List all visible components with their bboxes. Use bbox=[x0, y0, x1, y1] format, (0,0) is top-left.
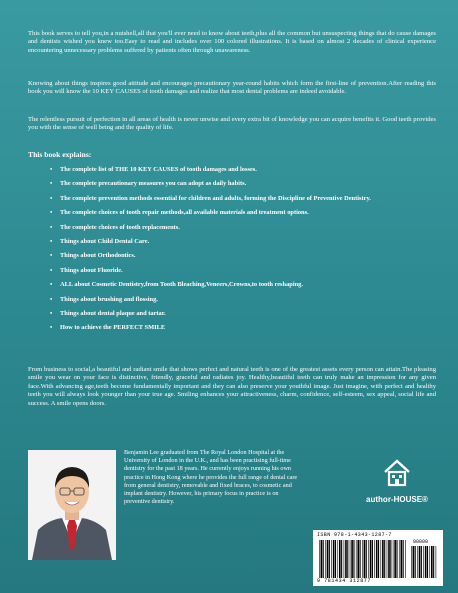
list-item-text: The complete precautionary measures you can adopt as daily habits. bbox=[60, 180, 247, 188]
closing-paragraph: From business to social,a beautiful and radiant smile that shows perfect and natural teeth is one of the greatest assets every person can attain.The pleasing smile you wear on your face is distinctive, friendly, graceful and radiates joy. Healthy,beautiful teeth can truly make an impression for any given face.With advancing age,teeth become fundamentally important and they can also preserve your youthful image. Just imagine, with perfect and healthy teeth you will always look younger than your true age. Smiling enhances your attractiveness, charm, confidence, self-esteem, sex appeal, social life and success. A smile opens doors. bbox=[28, 366, 436, 407]
list-item bbox=[30, 252, 430, 260]
list-item bbox=[30, 310, 430, 318]
bullet-icon: • bbox=[50, 223, 53, 231]
list-item-text: Things about brushing and flossing. bbox=[60, 295, 158, 303]
list-item-text: ALL about Cosmetic Dentistry,from Tooth Bleaching,Veneers,Crowns,to tooth reshaping. bbox=[60, 281, 303, 289]
list-item bbox=[30, 166, 430, 174]
author-photo bbox=[28, 450, 116, 560]
barcode-number: 9 781434 312877 bbox=[317, 578, 372, 584]
explains-heading: This book explains: bbox=[28, 150, 92, 159]
list-item bbox=[30, 209, 430, 217]
bullet-icon: • bbox=[50, 281, 53, 289]
pursuit-paragraph: The relentless pursuit of perfection in all areas of health is never unwise and every extra bit of knowledge you can acquire benefits it. Good teeth provides you with the sense of well being and the quality of life. bbox=[28, 116, 436, 132]
bullet-icon: • bbox=[50, 166, 53, 173]
list-item bbox=[30, 296, 430, 304]
list-item-text: The complete list of THE 10 KEY CAUSES of tooth damages and losses. bbox=[60, 166, 257, 173]
list-item-text: Things about Orthodontics. bbox=[60, 252, 136, 260]
list-item-text: How to achieve the PERFECT SMILE bbox=[60, 324, 166, 332]
list-item-text: The complete choices of tooth replacements. bbox=[60, 223, 180, 231]
publisher-logo bbox=[354, 458, 440, 504]
list-item bbox=[30, 195, 430, 203]
list-item bbox=[30, 267, 430, 275]
bullet-icon: • bbox=[50, 324, 53, 332]
price-code: 90000 bbox=[413, 539, 429, 545]
addon-barcode-bars bbox=[411, 546, 437, 578]
intro-paragraph: This book serves to tell you,in a nutshell,all that you'll ever need to know about teeth,plus all the common but unsuspecting things that do cause damages and dentists wished you knew too.Easy to read and includes over 100 colored illustrations. It is based on almost 2 decades of clinical experience encountering unnecessary problems suffered by patients often through unawareness. bbox=[28, 30, 436, 54]
bullet-icon: • bbox=[50, 180, 53, 188]
list-item bbox=[30, 281, 430, 289]
explains-list bbox=[30, 166, 430, 339]
bullet-icon: • bbox=[50, 209, 53, 217]
bullet-icon: • bbox=[50, 266, 53, 274]
list-item-text: The complete prevention methods essential for children and adults, forming the Discipline of Preventive Dentistry. bbox=[60, 194, 371, 202]
bullet-icon: • bbox=[50, 252, 53, 260]
house-logo-icon bbox=[382, 458, 412, 488]
list-item-text: Things about Fluoride. bbox=[60, 266, 123, 274]
list-item bbox=[30, 224, 430, 232]
list-item-text: Things about Child Dental Care. bbox=[60, 237, 150, 245]
bullet-icon: • bbox=[50, 309, 53, 317]
isbn-label: ISBN 978-1-4343-1287-7 bbox=[317, 532, 392, 538]
knowing-paragraph: Knowing about things inspires good attitude and encourages precautionary year-round habits which form the first-line of prevention.After reading this book you will know the 10 KEY CAUSES of tooth damages and realize that most dental problems are indeed avoidable. bbox=[28, 80, 436, 96]
bullet-icon: • bbox=[50, 237, 53, 245]
author-bio: Benjamin Lee graduated from The Royal London Hospital at the University of London in the U.K., and has been practising full-time dentistry for the past 18 years. He currently enjoys running his own practice in Hong Kong where he provides the full range of dental care from general dentistry, removable and fixed braces, to cosmetic and implant dentistry. However, his primary focus in practice is on preventive dentistry. bbox=[124, 449, 298, 506]
barcode-bars bbox=[319, 540, 407, 578]
list-item bbox=[30, 324, 430, 332]
bullet-icon: • bbox=[50, 295, 53, 303]
isbn-barcode bbox=[313, 530, 443, 586]
bullet-icon: • bbox=[50, 194, 53, 202]
publisher-name: author-HOUSE® bbox=[366, 495, 428, 504]
list-item bbox=[30, 238, 430, 246]
list-item-text: The complete choices of tooth repair methods,all available materials and treatment options. bbox=[60, 209, 309, 217]
list-item bbox=[30, 180, 430, 188]
list-item-text: Things about dental plaque and tartar. bbox=[60, 309, 166, 317]
